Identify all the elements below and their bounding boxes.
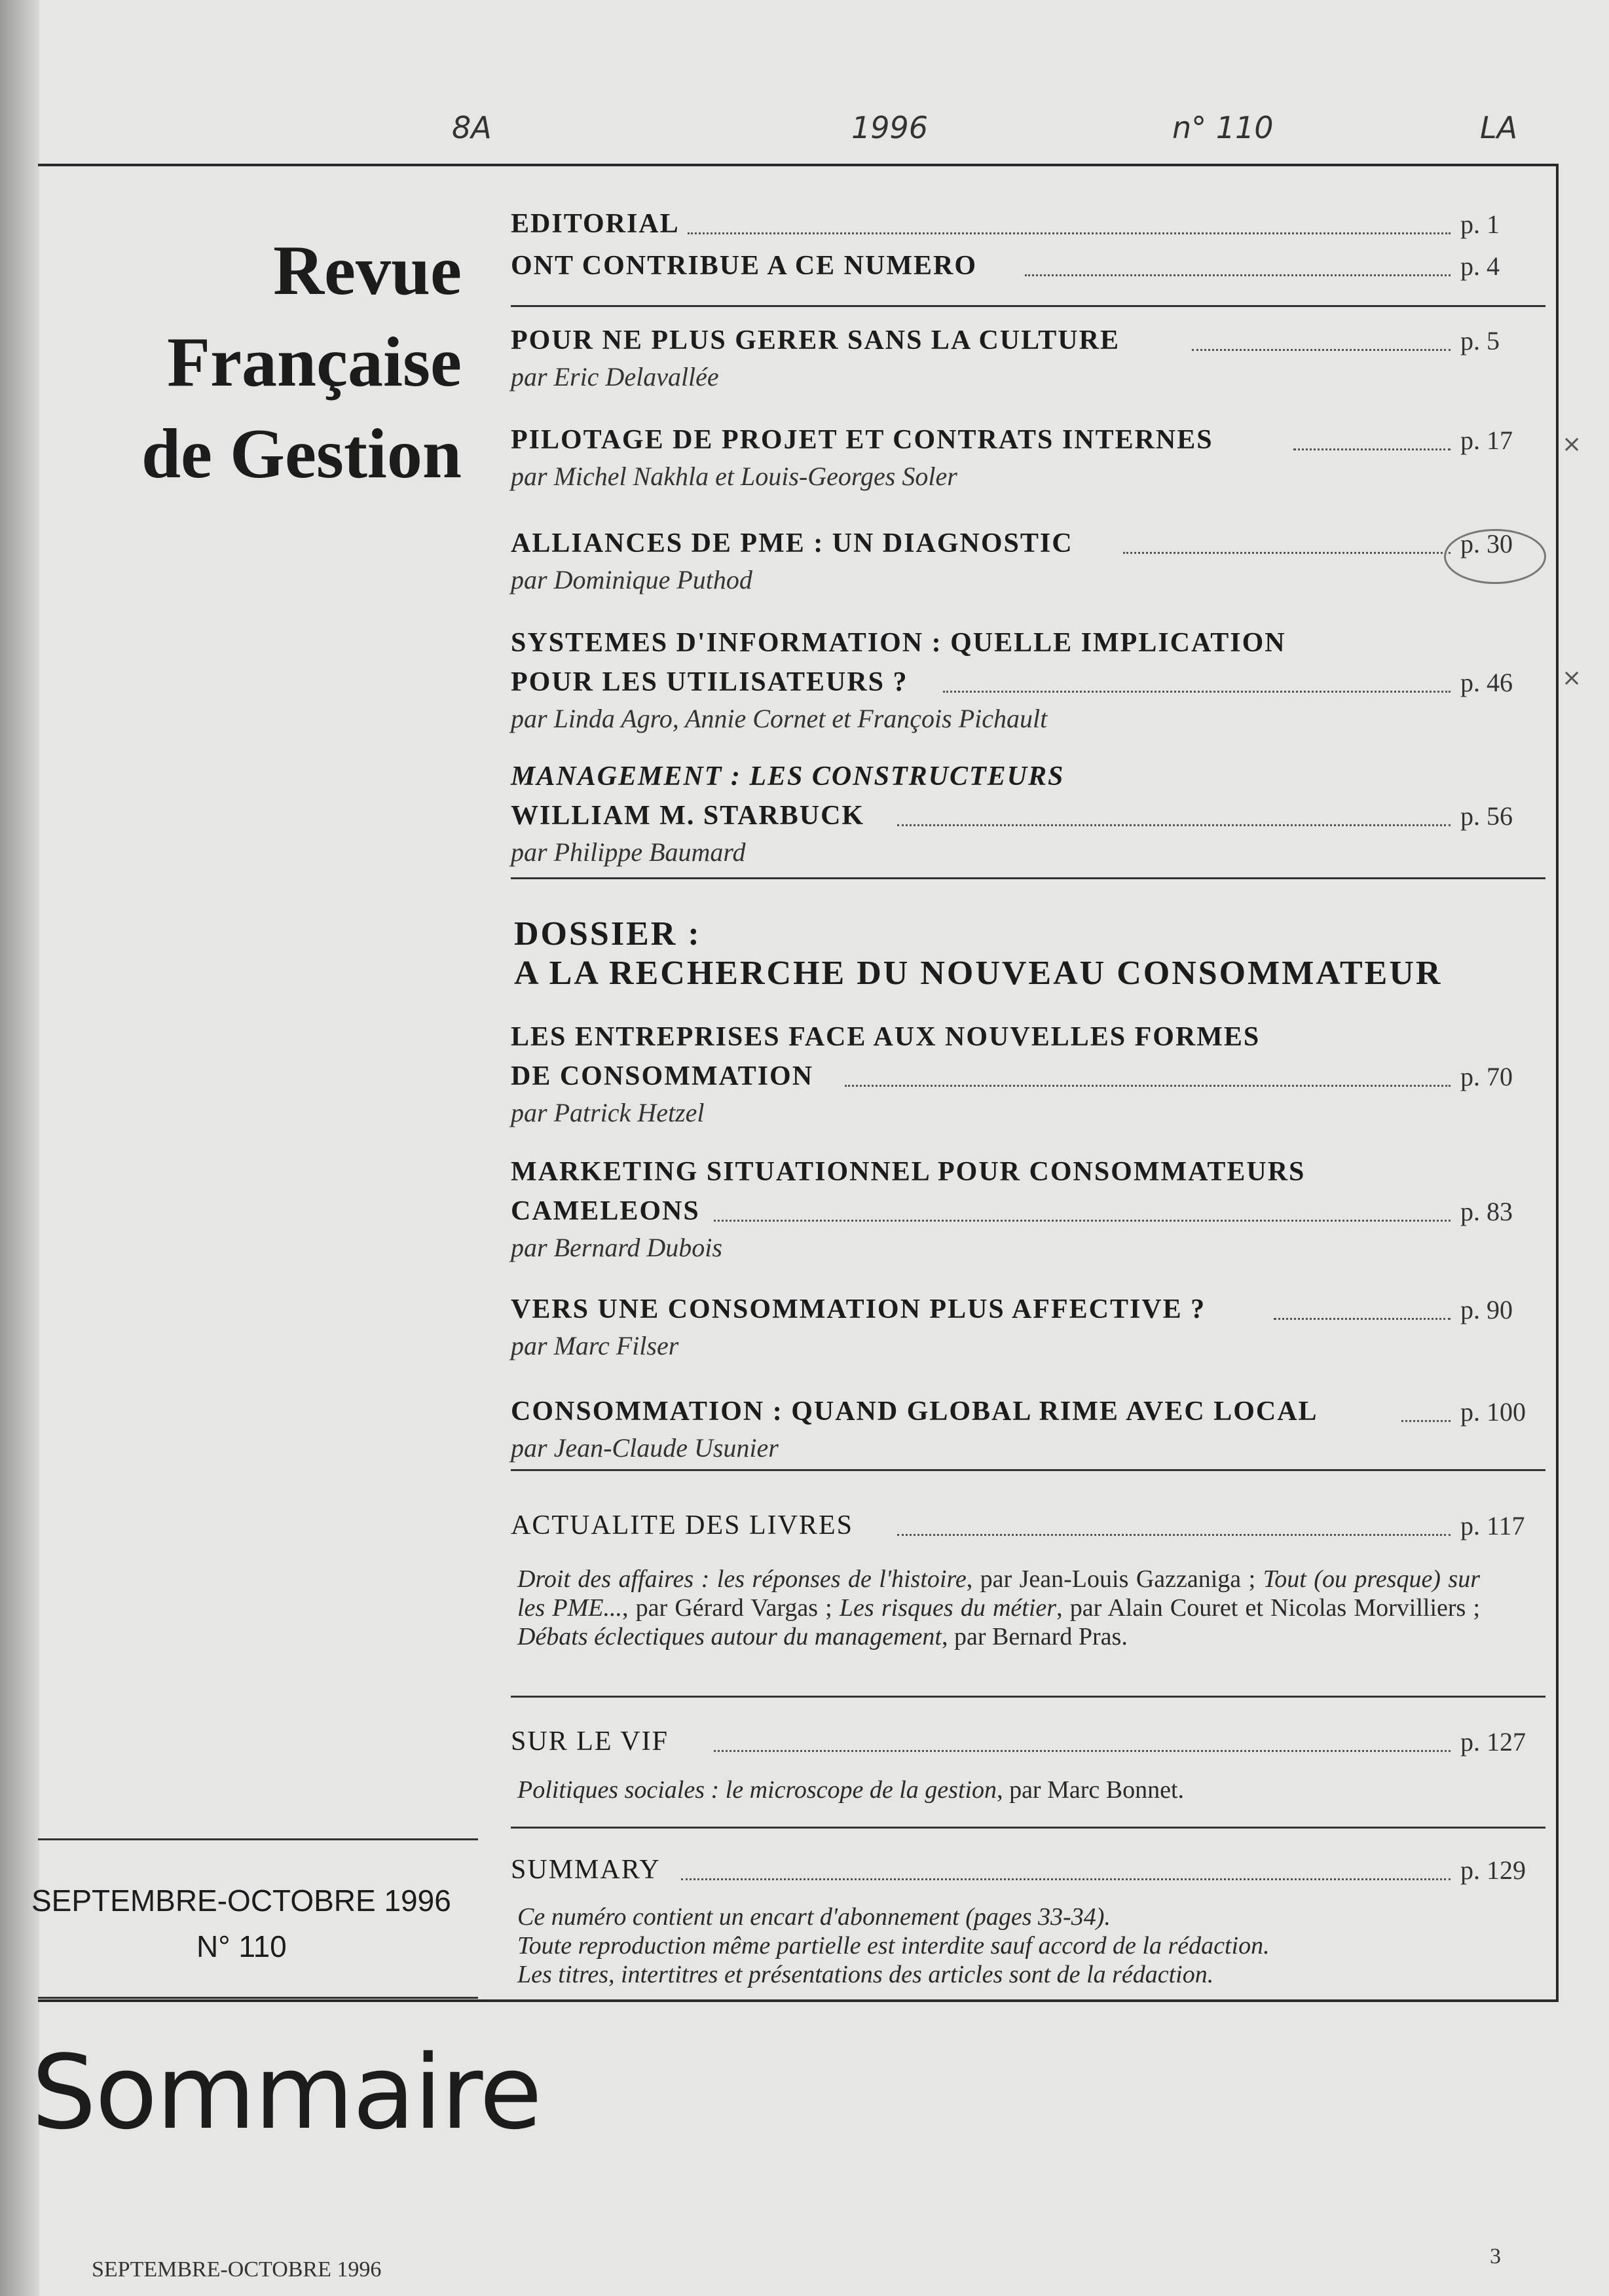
sommaire-heading: Sommaire bbox=[31, 2033, 542, 2152]
toc-entry-contributors[interactable] bbox=[511, 246, 1532, 284]
dossier-subheading: A LA RECHERCHE DU NOUVEAU CONSOMMATEUR bbox=[514, 955, 1443, 992]
toc-title-line: LES ENTREPRISES FACE AUX NOUVELLES FORMES bbox=[511, 1022, 1261, 1052]
toc-page: p. 56 bbox=[1460, 801, 1513, 831]
toc-title-line: MANAGEMENT : LES CONSTRUCTEURS bbox=[511, 761, 1065, 792]
toc-page: p. 1 bbox=[1460, 210, 1500, 239]
page-binding-shadow bbox=[0, 0, 39, 2296]
dossier-heading: DOSSIER : bbox=[514, 915, 701, 953]
handwritten-code: 8A bbox=[452, 110, 492, 145]
toc-title: SUMMARY bbox=[511, 1855, 661, 1885]
toc-title: DE CONSOMMATION bbox=[511, 1061, 814, 1091]
toc-entry-summary[interactable] bbox=[511, 1850, 1532, 1888]
toc-page: p. 30 bbox=[1460, 529, 1513, 558]
toc-author: par Bernard Dubois bbox=[511, 1233, 722, 1262]
issue-rule-bottom bbox=[38, 1997, 478, 1999]
toc-page: p. 129 bbox=[1460, 1855, 1526, 1885]
toc-title: WILLIAM M. STARBUCK bbox=[511, 801, 865, 831]
note-line: Ce numéro contient un encart d'abonnement (pages 33-34). bbox=[517, 1903, 1111, 1931]
toc-entry-systemes[interactable] bbox=[511, 627, 1532, 734]
toc-title: EDITORIAL bbox=[511, 209, 680, 239]
note-line: Les titres, intertitres et présentations des articles sont de la rédaction. bbox=[517, 1961, 1214, 1988]
section-divider bbox=[511, 877, 1545, 879]
toc-page: p. 100 bbox=[1460, 1397, 1526, 1427]
toc-page: p. 17 bbox=[1460, 426, 1513, 455]
toc-page: p. 5 bbox=[1460, 326, 1500, 355]
section-divider bbox=[511, 1696, 1545, 1698]
toc-entry-pilotage[interactable] bbox=[511, 420, 1532, 492]
toc-entry-alliances[interactable] bbox=[511, 524, 1532, 595]
toc-title: ALLIANCES DE PME : UN DIAGNOSTIC bbox=[511, 528, 1073, 558]
toc-title: POUR NE PLUS GERER SANS LA CULTURE bbox=[511, 325, 1120, 355]
summary-notes bbox=[517, 1903, 1480, 1989]
toc-entry-affective[interactable] bbox=[511, 1290, 1532, 1361]
issue-number: N° 110 bbox=[196, 1929, 287, 1963]
toc-entry-sur-le-vif[interactable] bbox=[511, 1722, 1532, 1760]
toc-title: ACTUALITE DES LIVRES bbox=[511, 1510, 853, 1540]
handwritten-number: n° 110 bbox=[1172, 110, 1274, 145]
journal-title-line-2: Française bbox=[167, 323, 462, 401]
toc-author: par Linda Agro, Annie Cornet et François Pichault bbox=[511, 704, 1048, 733]
issue-rule-top bbox=[38, 1838, 478, 1840]
toc-entry-livres[interactable] bbox=[511, 1506, 1532, 1544]
section-divider bbox=[511, 1827, 1545, 1829]
footer-date: SEPTEMBRE-OCTOBRE 1996 bbox=[92, 2257, 382, 2282]
toc-author: par Marc Filser bbox=[511, 1331, 679, 1360]
note-line: Toute reproduction même partielle est interdite sauf accord de la rédaction. bbox=[517, 1932, 1270, 1959]
toc-page: p. 4 bbox=[1460, 251, 1500, 281]
toc-entry-entreprises[interactable] bbox=[511, 1021, 1532, 1128]
vif-description: Politiques sociales : le microscope de la gestion, par Marc Bonnet. bbox=[517, 1776, 1185, 1804]
margin-mark: × bbox=[1562, 431, 1582, 458]
toc-entry-editorial[interactable] bbox=[511, 204, 1532, 242]
margin-mark: × bbox=[1562, 665, 1582, 691]
toc-page: p. 117 bbox=[1460, 1511, 1525, 1540]
toc-title: VERS UNE CONSOMMATION PLUS AFFECTIVE ? bbox=[511, 1294, 1206, 1324]
pencil-circle-annotation bbox=[1444, 529, 1546, 584]
toc-page: p. 83 bbox=[1460, 1197, 1513, 1226]
toc-page: p. 70 bbox=[1460, 1062, 1513, 1091]
toc-entry-culture[interactable] bbox=[511, 321, 1532, 392]
section-divider bbox=[511, 1469, 1545, 1471]
toc-author: par Philippe Baumard bbox=[511, 837, 746, 867]
toc-entry-marketing[interactable] bbox=[511, 1156, 1532, 1263]
toc-page: p. 127 bbox=[1460, 1727, 1526, 1757]
toc-entry-management[interactable] bbox=[511, 761, 1532, 867]
toc-title-line: SYSTEMES D'INFORMATION : QUELLE IMPLICATION bbox=[511, 628, 1286, 658]
toc-author: par Patrick Hetzel bbox=[511, 1098, 705, 1127]
journal-title-line-1: Revue bbox=[273, 232, 462, 310]
toc-title: ONT CONTRIBUE A CE NUMERO bbox=[511, 251, 977, 281]
toc-title: POUR LES UTILISATEURS ? bbox=[511, 667, 908, 697]
toc-title-line: MARKETING SITUATIONNEL POUR CONSOMMATEURS bbox=[511, 1157, 1306, 1187]
toc-author: par Michel Nakhla et Louis-Georges Soler bbox=[511, 462, 957, 491]
toc-author: par Jean-Claude Usunier bbox=[511, 1433, 779, 1463]
handwritten-year: 1996 bbox=[851, 110, 929, 145]
journal-title-line-3: de Gestion bbox=[141, 415, 462, 493]
footer-page-number: 3 bbox=[1490, 2244, 1501, 2269]
toc-page: p. 46 bbox=[1460, 668, 1513, 697]
toc-title: CONSOMMATION : QUAND GLOBAL RIME AVEC LOCAL bbox=[511, 1396, 1318, 1427]
toc-title: SUR LE VIF bbox=[511, 1726, 669, 1757]
livres-description: Droit des affaires : les réponses de l'histoire, par Jean-Louis Gazzaniga ; Tout (ou presque) sur les PME..., par Gérard Vargas ; Les risques du métier, par Alain Couret et Nicolas Morvilliers ; Débats éclectiques autour du management, par Bernard Pras. bbox=[517, 1565, 1481, 1650]
issue-date: SEPTEMBRE-OCTOBRE 1996 bbox=[31, 1884, 451, 1918]
toc-title: PILOTAGE DE PROJET ET CONTRATS INTERNES bbox=[511, 425, 1213, 455]
toc-author: par Eric Delavallée bbox=[511, 362, 719, 392]
toc-entry-global-local[interactable] bbox=[511, 1392, 1532, 1463]
handwritten-initials: LA bbox=[1480, 110, 1518, 145]
toc-page: p. 90 bbox=[1460, 1295, 1513, 1324]
toc-title: CAMELEONS bbox=[511, 1196, 700, 1226]
toc-author: par Dominique Puthod bbox=[511, 565, 752, 594]
section-divider bbox=[511, 305, 1545, 307]
